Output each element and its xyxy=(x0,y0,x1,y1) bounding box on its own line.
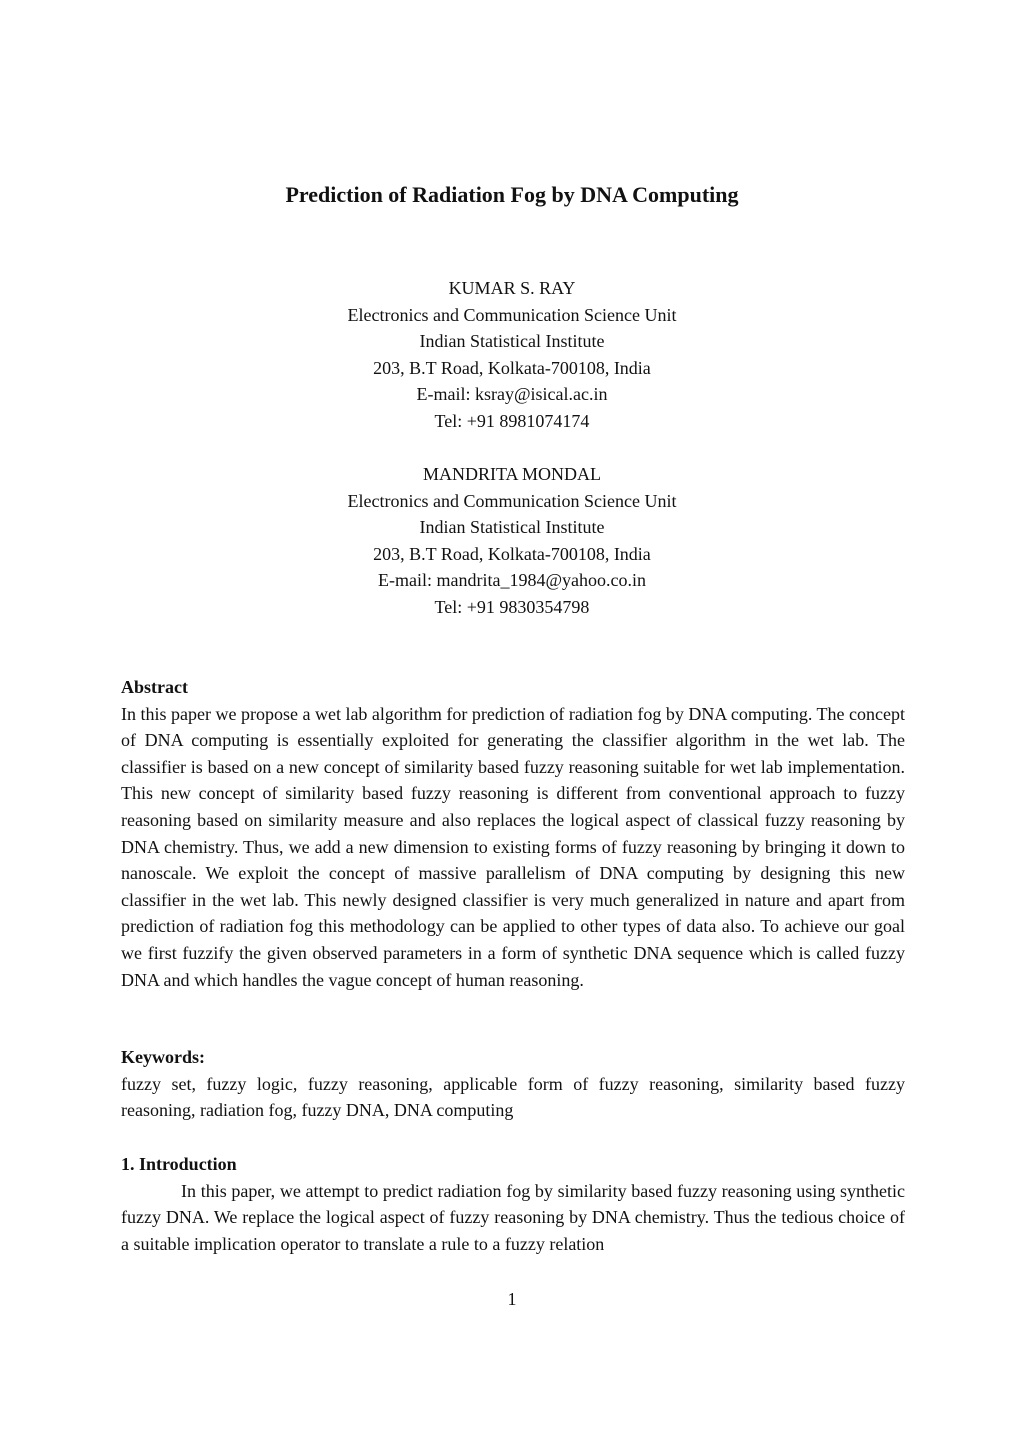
paper-title: Prediction of Radiation Fog by DNA Computing xyxy=(285,182,739,207)
author-name: KUMAR S. RAY xyxy=(448,278,576,298)
abstract-heading: Abstract xyxy=(121,677,188,697)
author-institute: Indian Statistical Institute xyxy=(419,331,605,352)
keywords-section xyxy=(121,1044,905,1124)
author-address: 203, B.T Road, Kolkata-700108, India xyxy=(373,357,651,378)
author-address: 203, B.T Road, Kolkata-700108, India xyxy=(373,543,651,564)
keywords-text: fuzzy set, fuzzy logic, fuzzy reasoning, applicable form of fuzzy reasoning, similarity based fuzzy reasoning, radiation fog, fuzzy DNA, DNA computing xyxy=(121,1073,905,1121)
author-tel: Tel: +91 8981074174 xyxy=(434,410,590,431)
author-block-mondal xyxy=(0,461,1024,621)
author-email: E-mail: ksray@isical.ac.in xyxy=(416,384,608,405)
author-tel: Tel: +91 9830354798 xyxy=(434,596,590,617)
page-number: 1 xyxy=(507,1289,517,1309)
keywords-heading: Keywords: xyxy=(121,1047,205,1067)
author-institute: Indian Statistical Institute xyxy=(419,517,605,538)
author-unit: Electronics and Communication Science Unit xyxy=(347,304,677,325)
introduction-text: In this paper, we attempt to predict radiation fog by similarity based fuzzy reasoning using synthetic fuzzy DNA. We replace the logical aspect of fuzzy reasoning by DNA chemistry. Thus the tedious choice of a suitable implication operator to translate a rule to a fuzzy relation xyxy=(121,1180,905,1254)
introduction-section xyxy=(121,1151,905,1257)
author-block-ray xyxy=(0,275,1024,435)
author-name: MANDRITA MONDAL xyxy=(422,464,602,484)
author-unit: Electronics and Communication Science Unit xyxy=(347,490,677,511)
introduction-heading: 1. Introduction xyxy=(121,1154,237,1174)
abstract-text: In this paper we propose a wet lab algorithm for prediction of radiation fog by DNA computing. The concept of DNA computing is essentially exploited for generating the classifier algorithm in the wet lab. The classifier is based on a new concept of similarity based fuzzy reasoning suitable for wet lab implementation. This new concept of similarity based fuzzy reasoning is different from conventional approach to fuzzy reasoning based on similarity measure and also replaces the logical aspect of classical fuzzy reasoning by DNA chemistry. Thus, we add a new dimension to existing forms of fuzzy reasoning by bringing it down to nanoscale. We exploit the concept of massive parallelism of DNA computing by designing this new classifier in the wet lab. This newly designed classifier is very much generalized in nature and apart from prediction of radiation fog this methodology can be applied to other types of data also. To achieve our goal we first fuzzify the given observed parameters in a form of synthetic DNA sequence which is called fuzzy DNA and which handles the vague concept of human reasoning. xyxy=(121,703,905,990)
abstract-section xyxy=(121,674,905,993)
author-email: E-mail: mandrita_1984@yahoo.co.in xyxy=(377,570,646,591)
